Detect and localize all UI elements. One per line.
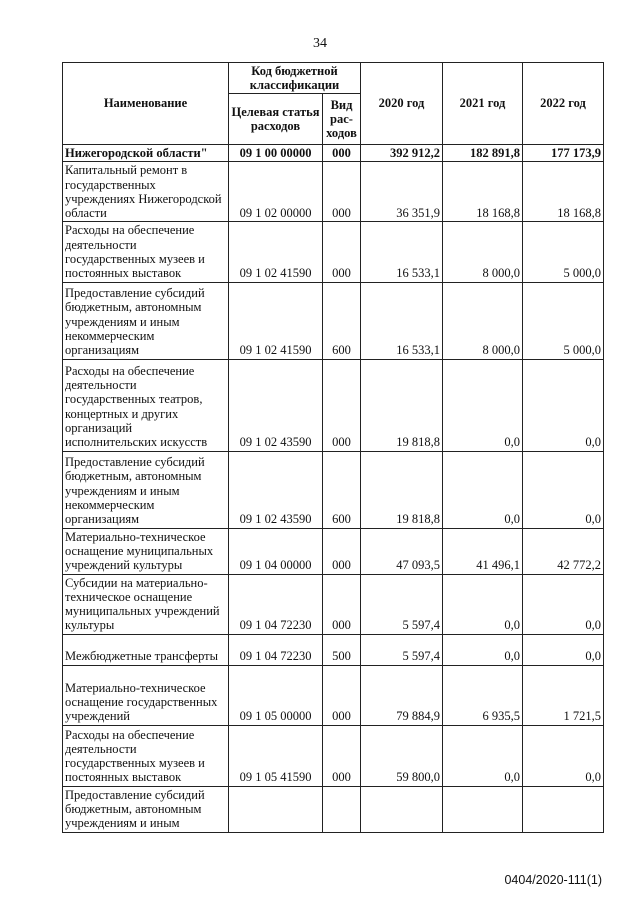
row-2021: 0,0 <box>443 359 523 451</box>
header-expense-kind: Вид рас-ходов <box>323 94 361 145</box>
row-code: 09 1 04 00000 <box>229 528 323 574</box>
row-2022: 5 000,0 <box>523 222 604 282</box>
row-2022: 1 721,5 <box>523 665 604 725</box>
row-2020: 19 818,8 <box>361 451 443 528</box>
row-name: Расходы на обеспечение деятельности государственных театров, концертных и других организаций исполнительских искусств <box>63 359 229 451</box>
row-2022: 5 000,0 <box>523 282 604 359</box>
header-kbk: Код бюджетной классификации <box>229 63 361 94</box>
row-2020: 36 351,9 <box>361 162 443 222</box>
row-2022: 42 772,2 <box>523 528 604 574</box>
row-name: Предоставление субсидий бюджетным, автономным учреждениям и иным <box>63 786 229 832</box>
row-2022 <box>523 786 604 832</box>
row-name: Предоставление субсидий бюджетным, автономным учреждениям и иным некоммерческим организациям <box>63 282 229 359</box>
table-row <box>63 634 604 665</box>
row-2021: 8 000,0 <box>443 222 523 282</box>
row-code: 09 1 02 43590 <box>229 451 323 528</box>
row-kind: 000 <box>323 222 361 282</box>
row-name: Расходы на обеспечение деятельности государственных музеев и постоянных выставок <box>63 222 229 282</box>
row-name: Материально-техническое оснащение государственных учреждений <box>63 665 229 725</box>
row-code: 09 1 05 41590 <box>229 725 323 786</box>
row-code: 09 1 02 43590 <box>229 359 323 451</box>
row-2021: 18 168,8 <box>443 162 523 222</box>
row-code: 09 1 02 41590 <box>229 282 323 359</box>
row-2020 <box>361 786 443 832</box>
row-kind: 000 <box>323 162 361 222</box>
table-row <box>63 451 604 528</box>
row-code: 09 1 04 72230 <box>229 634 323 665</box>
row-code: 09 1 05 00000 <box>229 665 323 725</box>
row-kind: 600 <box>323 451 361 528</box>
row-2021: 0,0 <box>443 634 523 665</box>
row-2020: 79 884,9 <box>361 665 443 725</box>
row-2020: 5 597,4 <box>361 574 443 634</box>
row-2021: 41 496,1 <box>443 528 523 574</box>
table-row <box>63 725 604 786</box>
row-2020: 16 533,1 <box>361 282 443 359</box>
table-row <box>63 282 604 359</box>
row-name: Межбюджетные трансферты <box>63 634 229 665</box>
row-kind: 000 <box>323 665 361 725</box>
row-2022: 0,0 <box>523 451 604 528</box>
row-code: 09 1 02 41590 <box>229 222 323 282</box>
header-name: Наименование <box>63 63 229 145</box>
row-2022: 0,0 <box>523 725 604 786</box>
row-2020: 16 533,1 <box>361 222 443 282</box>
row-2020: 59 800,0 <box>361 725 443 786</box>
row-name: Материально-техническое оснащение муниципальных учреждений культуры <box>63 528 229 574</box>
page-number: 34 <box>313 36 327 51</box>
row-kind: 000 <box>323 574 361 634</box>
header-2022: 2022 год <box>523 63 604 145</box>
row-2020: 19 818,8 <box>361 359 443 451</box>
row-kind <box>323 786 361 832</box>
row-2021: 0,0 <box>443 574 523 634</box>
row-kind: 600 <box>323 282 361 359</box>
row-2021 <box>443 786 523 832</box>
row-name: Нижегородской области" <box>63 145 229 162</box>
row-2020: 392 912,2 <box>361 145 443 162</box>
table-row <box>63 162 604 222</box>
table-row <box>63 359 604 451</box>
row-2022: 177 173,9 <box>523 145 604 162</box>
row-2021: 182 891,8 <box>443 145 523 162</box>
row-code <box>229 786 323 832</box>
row-2021: 6 935,5 <box>443 665 523 725</box>
table-row <box>63 145 604 162</box>
row-code: 09 1 04 72230 <box>229 574 323 634</box>
header-2020: 2020 год <box>361 63 443 145</box>
row-name: Расходы на обеспечение деятельности государственных музеев и постоянных выставок <box>63 725 229 786</box>
table-row <box>63 574 604 634</box>
row-2021: 8 000,0 <box>443 282 523 359</box>
row-2022: 0,0 <box>523 574 604 634</box>
header-target-article: Целевая статья расходов <box>229 94 323 145</box>
row-kind: 000 <box>323 359 361 451</box>
row-kind: 000 <box>323 528 361 574</box>
row-kind: 500 <box>323 634 361 665</box>
row-2021: 0,0 <box>443 451 523 528</box>
table-row <box>63 665 604 725</box>
row-2021: 0,0 <box>443 725 523 786</box>
budget-table <box>62 62 604 833</box>
row-2020: 47 093,5 <box>361 528 443 574</box>
table-row <box>63 786 604 832</box>
table-header <box>63 63 604 145</box>
row-2020: 5 597,4 <box>361 634 443 665</box>
row-code: 09 1 00 00000 <box>229 145 323 162</box>
row-name: Капитальный ремонт в государственных учреждениях Нижегородской области <box>63 162 229 222</box>
document-code: 0404/2020-111(1) <box>504 873 602 887</box>
header-2021: 2021 год <box>443 63 523 145</box>
row-name: Субсидии на материально-техническое оснащение муниципальных учреждений культуры <box>63 574 229 634</box>
table-row <box>63 222 604 282</box>
row-2022: 0,0 <box>523 634 604 665</box>
row-2022: 18 168,8 <box>523 162 604 222</box>
row-code: 09 1 02 00000 <box>229 162 323 222</box>
row-name: Предоставление субсидий бюджетным, автономным учреждениям и иным некоммерческим организациям <box>63 451 229 528</box>
row-kind: 000 <box>323 145 361 162</box>
table-row <box>63 528 604 574</box>
row-kind: 000 <box>323 725 361 786</box>
table-body <box>63 145 604 833</box>
row-2022: 0,0 <box>523 359 604 451</box>
